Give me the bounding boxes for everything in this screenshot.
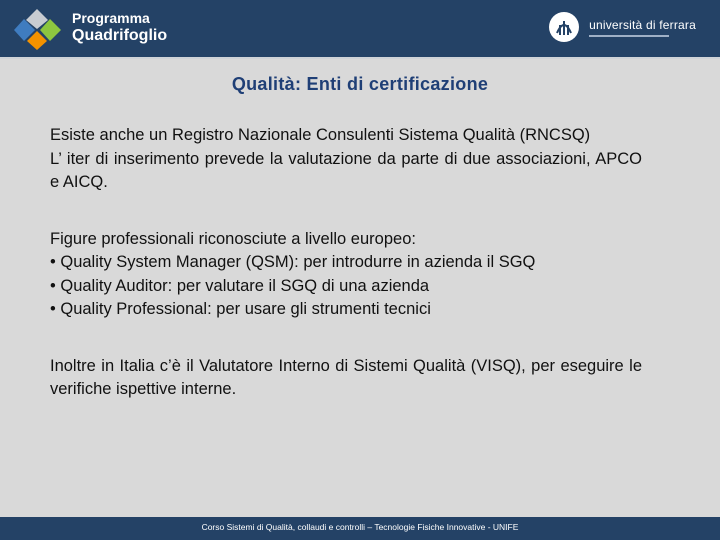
brand-line-2: Quadrifoglio	[72, 27, 168, 44]
paragraph-visq: Inoltre in Italia c’è il Valutatore Interno di Sistemi Qualità (VISQ), per eseguire le verifiche ispettive interne.	[50, 356, 642, 398]
paragraph-registro: Esiste anche un Registro Nazionale Consulenti Sistema Qualità (RNCSQ)	[50, 126, 591, 144]
header-divider	[0, 57, 720, 59]
paragraph-iter: L’ iter di inserimento prevede la valutazione da parte di due associazioni, APCO e AICQ.	[50, 149, 642, 191]
university-brand	[547, 11, 696, 43]
brand-title	[72, 9, 167, 45]
university-subline	[589, 35, 669, 37]
bullet-item-auditor: • Quality Auditor: per valutare il SGQ di una azienda	[50, 276, 430, 295]
bullet-item-qsm: • Quality System Manager (QSM): per introdurre in azienda il SGQ	[50, 253, 536, 271]
bullet-item-professional: • Quality Professional: per usare gli strumenti tecnici	[50, 300, 431, 318]
brand-line-1: Programma	[72, 10, 150, 26]
slide-title: Qualità: Enti di certificazione	[231, 74, 489, 94]
header-bar	[0, 0, 720, 57]
footer-bar	[0, 517, 720, 540]
slide-body	[50, 124, 642, 402]
quadrifoglio-logo-icon	[10, 5, 65, 51]
paragraph-figure-intro: Figure professionali riconosciute a livello europeo:	[50, 229, 416, 248]
footer-caption: Corso Sistemi di Qualità, collaudi e controlli – Tecnologie Fisiche Innovative - UNIFE	[201, 522, 519, 532]
unife-emblem-icon	[547, 11, 581, 43]
university-name: università di ferrara	[589, 17, 696, 32]
